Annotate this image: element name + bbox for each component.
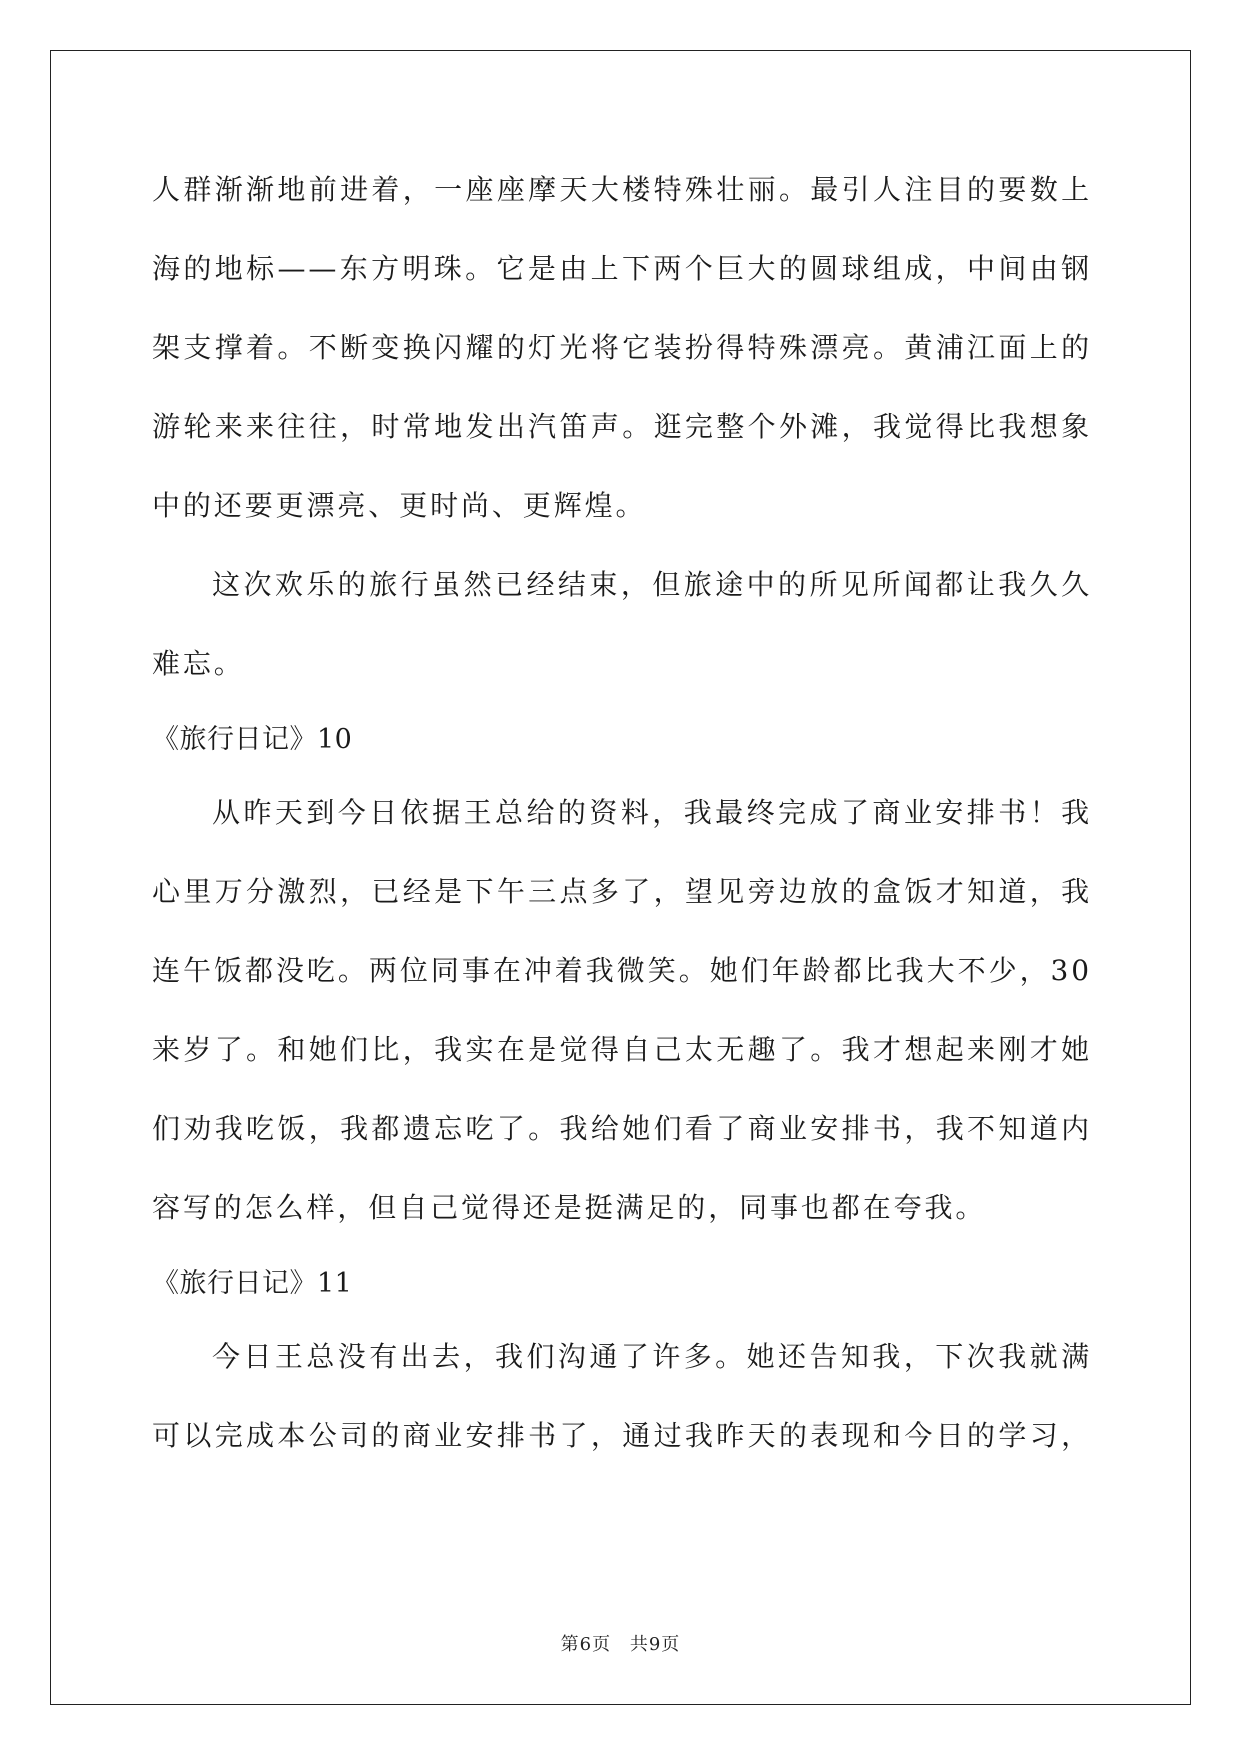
section-heading: 《旅行日记》10 — [152, 724, 353, 755]
diary-section — [152, 1259, 1092, 1487]
page-number-total: 共9页 — [629, 1634, 681, 1655]
text-line: 海的地标——东方明珠。它是由上下两个巨大的圆球组成，中间由钢 — [152, 252, 1092, 285]
text-line: 们劝我吃饭，我都遗忘吃了。我给她们看了商业安排书，我不知道内 — [152, 1112, 1092, 1145]
text-line: 来岁了。和她们比，我实在是觉得自己太无趣了。我才想起来刚才她 — [152, 1033, 1092, 1066]
text-line: 这次欢乐的旅行虽然已经结束，但旅途中的所见所闻都让我久久 — [212, 568, 1092, 601]
text-line: 心里万分激烈，已经是下午三点多了，望见旁边放的盒饭才知道，我 — [152, 875, 1092, 908]
diary-section — [152, 715, 1092, 1259]
text-line: 可以完成本公司的商业安排书了，通过我昨天的表现和今日的学习， — [152, 1419, 1092, 1452]
text-line: 今日王总没有出去，我们沟通了许多。她还告知我，下次我就满 — [212, 1340, 1092, 1373]
paragraph — [152, 162, 1092, 557]
page-number-current: 第6页 — [560, 1634, 612, 1655]
text-line: 难忘。 — [152, 647, 245, 680]
text-line: 游轮来来往往，时常地发出汽笛声。逛完整个外滩，我觉得比我想象 — [152, 410, 1092, 443]
text-line: 架支撑着。不断变换闪耀的灯光将它装扮得特殊漂亮。黄浦江面上的 — [152, 331, 1092, 364]
section-heading: 《旅行日记》11 — [152, 1268, 353, 1299]
paragraph — [152, 557, 1092, 715]
text-line: 从昨天到今日依据王总给的资料，我最终完成了商业安排书！我 — [212, 796, 1092, 829]
page-footer — [0, 1630, 1241, 1656]
text-line: 人群渐渐地前进着，一座座摩天大楼特殊壮丽。最引人注目的要数上 — [152, 173, 1092, 206]
text-line: 容写的怎么样，但自己觉得还是挺满足的，同事也都在夸我。 — [152, 1191, 987, 1224]
document-body — [152, 162, 1092, 1487]
text-line: 连午饭都没吃。两位同事在冲着我微笑。她们年龄都比我大不少，30 — [152, 954, 1092, 987]
text-line: 中的还要更漂亮、更时尚、更辉煌。 — [152, 489, 647, 522]
